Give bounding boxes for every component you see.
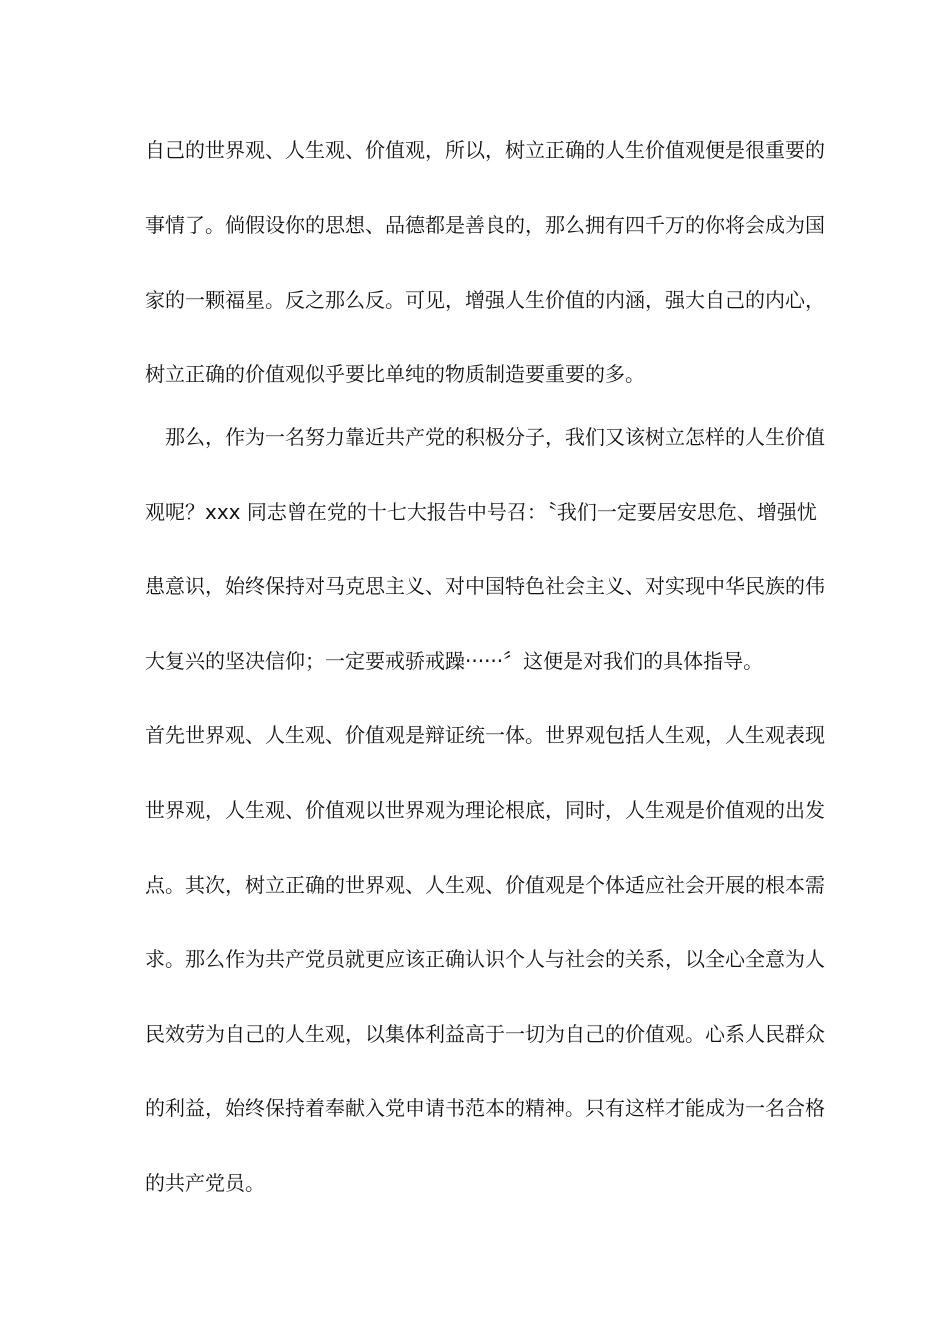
text-line: 事情了。倘假设你的思想、品德都是善良的，那么拥有四千万的你将会成为国 [145, 213, 825, 237]
text-line: 民效劳为自己的人生观，以集体利益高于一切为自己的价值观。心系人民群众 [145, 1022, 825, 1046]
text-line: 求。那么作为共产党员就更应该正确认识个人与社会的关系，以全心全意为人 [145, 947, 825, 971]
text-line: 世界观，人生观、价值观以世界观为理论根底，同时，人生观是价值观的出发 [145, 798, 825, 822]
text-line: 首先世界观、人生观、价值观是辩证统一体。世界观包括人生观，人生观表现 [145, 723, 825, 747]
text-line: 点。其次，树立正确的世界观、人生观、价值观是个体适应社会开展的根本需 [145, 873, 825, 897]
text-line: 患意识，始终保持对马克思主义、对中国特色社会主义、对实现中华民族的伟 [145, 574, 825, 598]
text-line: 的利益，始终保持着奉献入党申请书范本的精神。只有这样才能成为一名合格 [145, 1096, 825, 1120]
text-line: 树立正确的价值观似乎要比单纯的物质制造要重要的多。 [145, 362, 645, 386]
text-line: 观呢？xxx 同志曾在党的十七大报告中号召：〝我们一定要居安思危、增强忧 [145, 500, 817, 524]
text-line: 家的一颗福星。反之那么反。可见，增强人生价值的内涵，强大自己的内心， [145, 288, 825, 312]
text-line: 大复兴的坚决信仰；一定要戒骄戒躁······〞这便是对我们的具体指导。 [145, 649, 764, 673]
text-line: 自己的世界观、人生观、价值观，所以，树立正确的人生价值观便是很重要的 [145, 138, 825, 162]
paragraph-first-line: 那么，作为一名努力靠近共产党的积极分子，我们又该树立怎样的人生价值 [165, 425, 825, 449]
text-line: 的共产党员。 [145, 1171, 265, 1195]
